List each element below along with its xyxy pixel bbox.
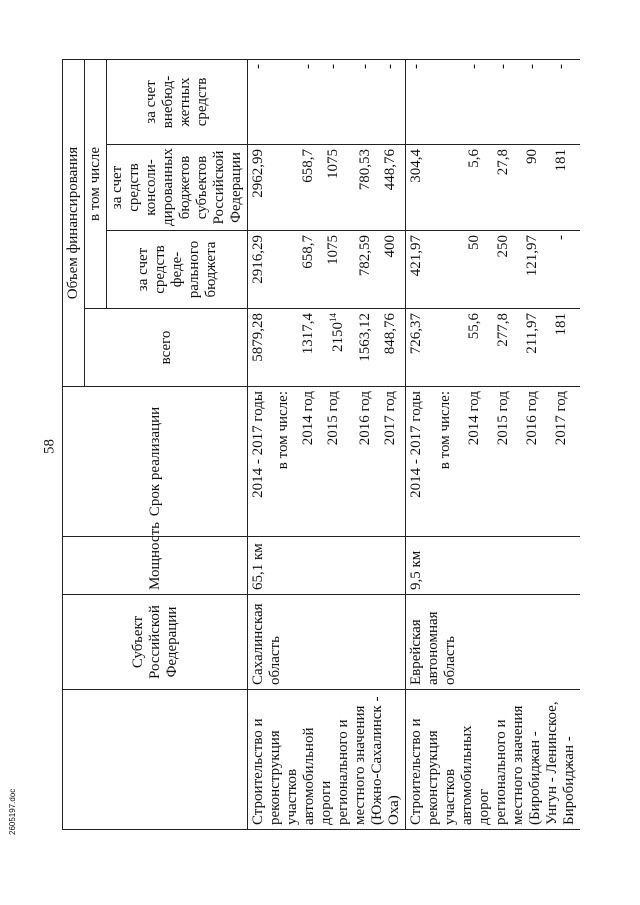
- period-cell: 2014 - 2017 годы: [406, 387, 436, 537]
- header-financing: Объем финансирования: [63, 59, 85, 386]
- total-cell: 277,8: [493, 309, 522, 387]
- total-cell: 5879,28: [248, 309, 274, 387]
- header-including: в том числе: [85, 59, 107, 308]
- extrabudget-cell: -: [522, 59, 551, 144]
- consolidated-cell: 181: [551, 145, 580, 231]
- page-number: 58: [41, 439, 58, 454]
- footnote-ref: 14: [328, 313, 339, 322]
- financing-table: [62, 59, 580, 830]
- total-cell: 55,6: [464, 309, 493, 387]
- federal-cell: 50: [464, 231, 493, 309]
- federal-cell: [273, 231, 298, 309]
- extrabudget-cell: [273, 59, 298, 144]
- project-cell: Строительство и реконструкция участков автомобильных дорог регионального и местного значения (Биробиджан - Унгун - Ленинское, Биробиджан -: [406, 690, 581, 830]
- consolidated-cell: [273, 145, 298, 231]
- period-cell: 2015 год: [493, 387, 522, 537]
- subject-cell: Сахалинская область: [248, 595, 406, 690]
- period-cell: 2014 - 2017 годы: [248, 387, 274, 537]
- period-cell: в том числе:: [435, 387, 464, 537]
- subject-cell: Еврейская автономная область: [406, 595, 581, 690]
- capacity-cell: 65,1 км: [248, 537, 406, 595]
- header-period: Срок реализации: [63, 387, 248, 537]
- extrabudget-cell: -: [493, 59, 522, 144]
- period-cell: 2015 год: [323, 387, 354, 537]
- federal-cell: 400: [380, 231, 406, 309]
- project-cell: Строительство и реконструкция участков автомобильной дороги регионального и местного значения (Южно-Сахалинск - Оха): [248, 690, 406, 830]
- total-cell: [273, 309, 298, 387]
- consolidated-cell: 5,6: [464, 145, 493, 231]
- header-subject: Субъект Российской Федерации: [63, 595, 248, 690]
- consolidated-cell: 448,76: [380, 145, 406, 231]
- capacity-cell: 9,5 км: [406, 537, 581, 595]
- total-cell: 726,37: [406, 309, 436, 387]
- period-cell: 2014 год: [298, 387, 323, 537]
- total-cell: 2150$^{14}$: [323, 309, 354, 387]
- extrabudget-cell: -: [355, 59, 380, 144]
- period-cell: 2016 год: [355, 387, 380, 537]
- total-cell: 211,97: [522, 309, 551, 387]
- consolidated-cell: 90: [522, 145, 551, 231]
- consolidated-cell: 1075: [323, 145, 354, 231]
- federal-cell: 421,97: [406, 231, 436, 309]
- extrabudget-cell: -: [406, 59, 436, 144]
- consolidated-cell: 658,7: [298, 145, 323, 231]
- federal-cell: [435, 231, 464, 309]
- consolidated-cell: 27,8: [493, 145, 522, 231]
- extrabudget-cell: -: [323, 59, 354, 144]
- period-cell: 2017 год: [551, 387, 580, 537]
- header-total: всего: [85, 309, 248, 387]
- consolidated-cell: 304,4: [406, 145, 436, 231]
- federal-cell: 2916,29: [248, 231, 274, 309]
- total-cell: [435, 309, 464, 387]
- table-row: [248, 59, 274, 829]
- header-project: [63, 690, 248, 830]
- header-federal: за счет средств феде-рального бюджета: [107, 231, 248, 309]
- federal-cell: 1075: [323, 231, 354, 309]
- document-id: 2605197.doc: [8, 788, 17, 835]
- total-cell: 848,76: [380, 309, 406, 387]
- total-cell: 181: [551, 309, 580, 387]
- extrabudget-cell: [435, 59, 464, 144]
- consolidated-cell: [435, 145, 464, 231]
- period-cell: 2014 год: [464, 387, 493, 537]
- federal-cell: 250: [493, 231, 522, 309]
- extrabudget-cell: -: [551, 59, 580, 144]
- extrabudget-cell: -: [464, 59, 493, 144]
- header-consolidated: за счет средств консоли-дированных бюджетов субъектов Российской Федерации: [107, 145, 248, 231]
- table-body: [248, 59, 581, 829]
- extrabudget-cell: -: [298, 59, 323, 144]
- rotated-table-container: [62, 60, 580, 830]
- consolidated-cell: 780,53: [355, 145, 380, 231]
- federal-cell: 121,97: [522, 231, 551, 309]
- federal-cell: -: [551, 231, 580, 309]
- total-cell: 1317,4: [298, 309, 323, 387]
- period-cell: 2016 год: [522, 387, 551, 537]
- table-row: [406, 59, 436, 829]
- extrabudget-cell: -: [380, 59, 406, 144]
- period-cell: в том числе:: [273, 387, 298, 537]
- period-cell: 2017 год: [380, 387, 406, 537]
- header-extrabudget: за счет внебюд-жетных средств: [107, 59, 248, 144]
- header-capacity: Мощность: [63, 537, 248, 595]
- federal-cell: 658,7: [298, 231, 323, 309]
- consolidated-cell: 2962,99: [248, 145, 274, 231]
- extrabudget-cell: -: [248, 59, 274, 144]
- total-cell: 1563,12: [355, 309, 380, 387]
- federal-cell: 782,59: [355, 231, 380, 309]
